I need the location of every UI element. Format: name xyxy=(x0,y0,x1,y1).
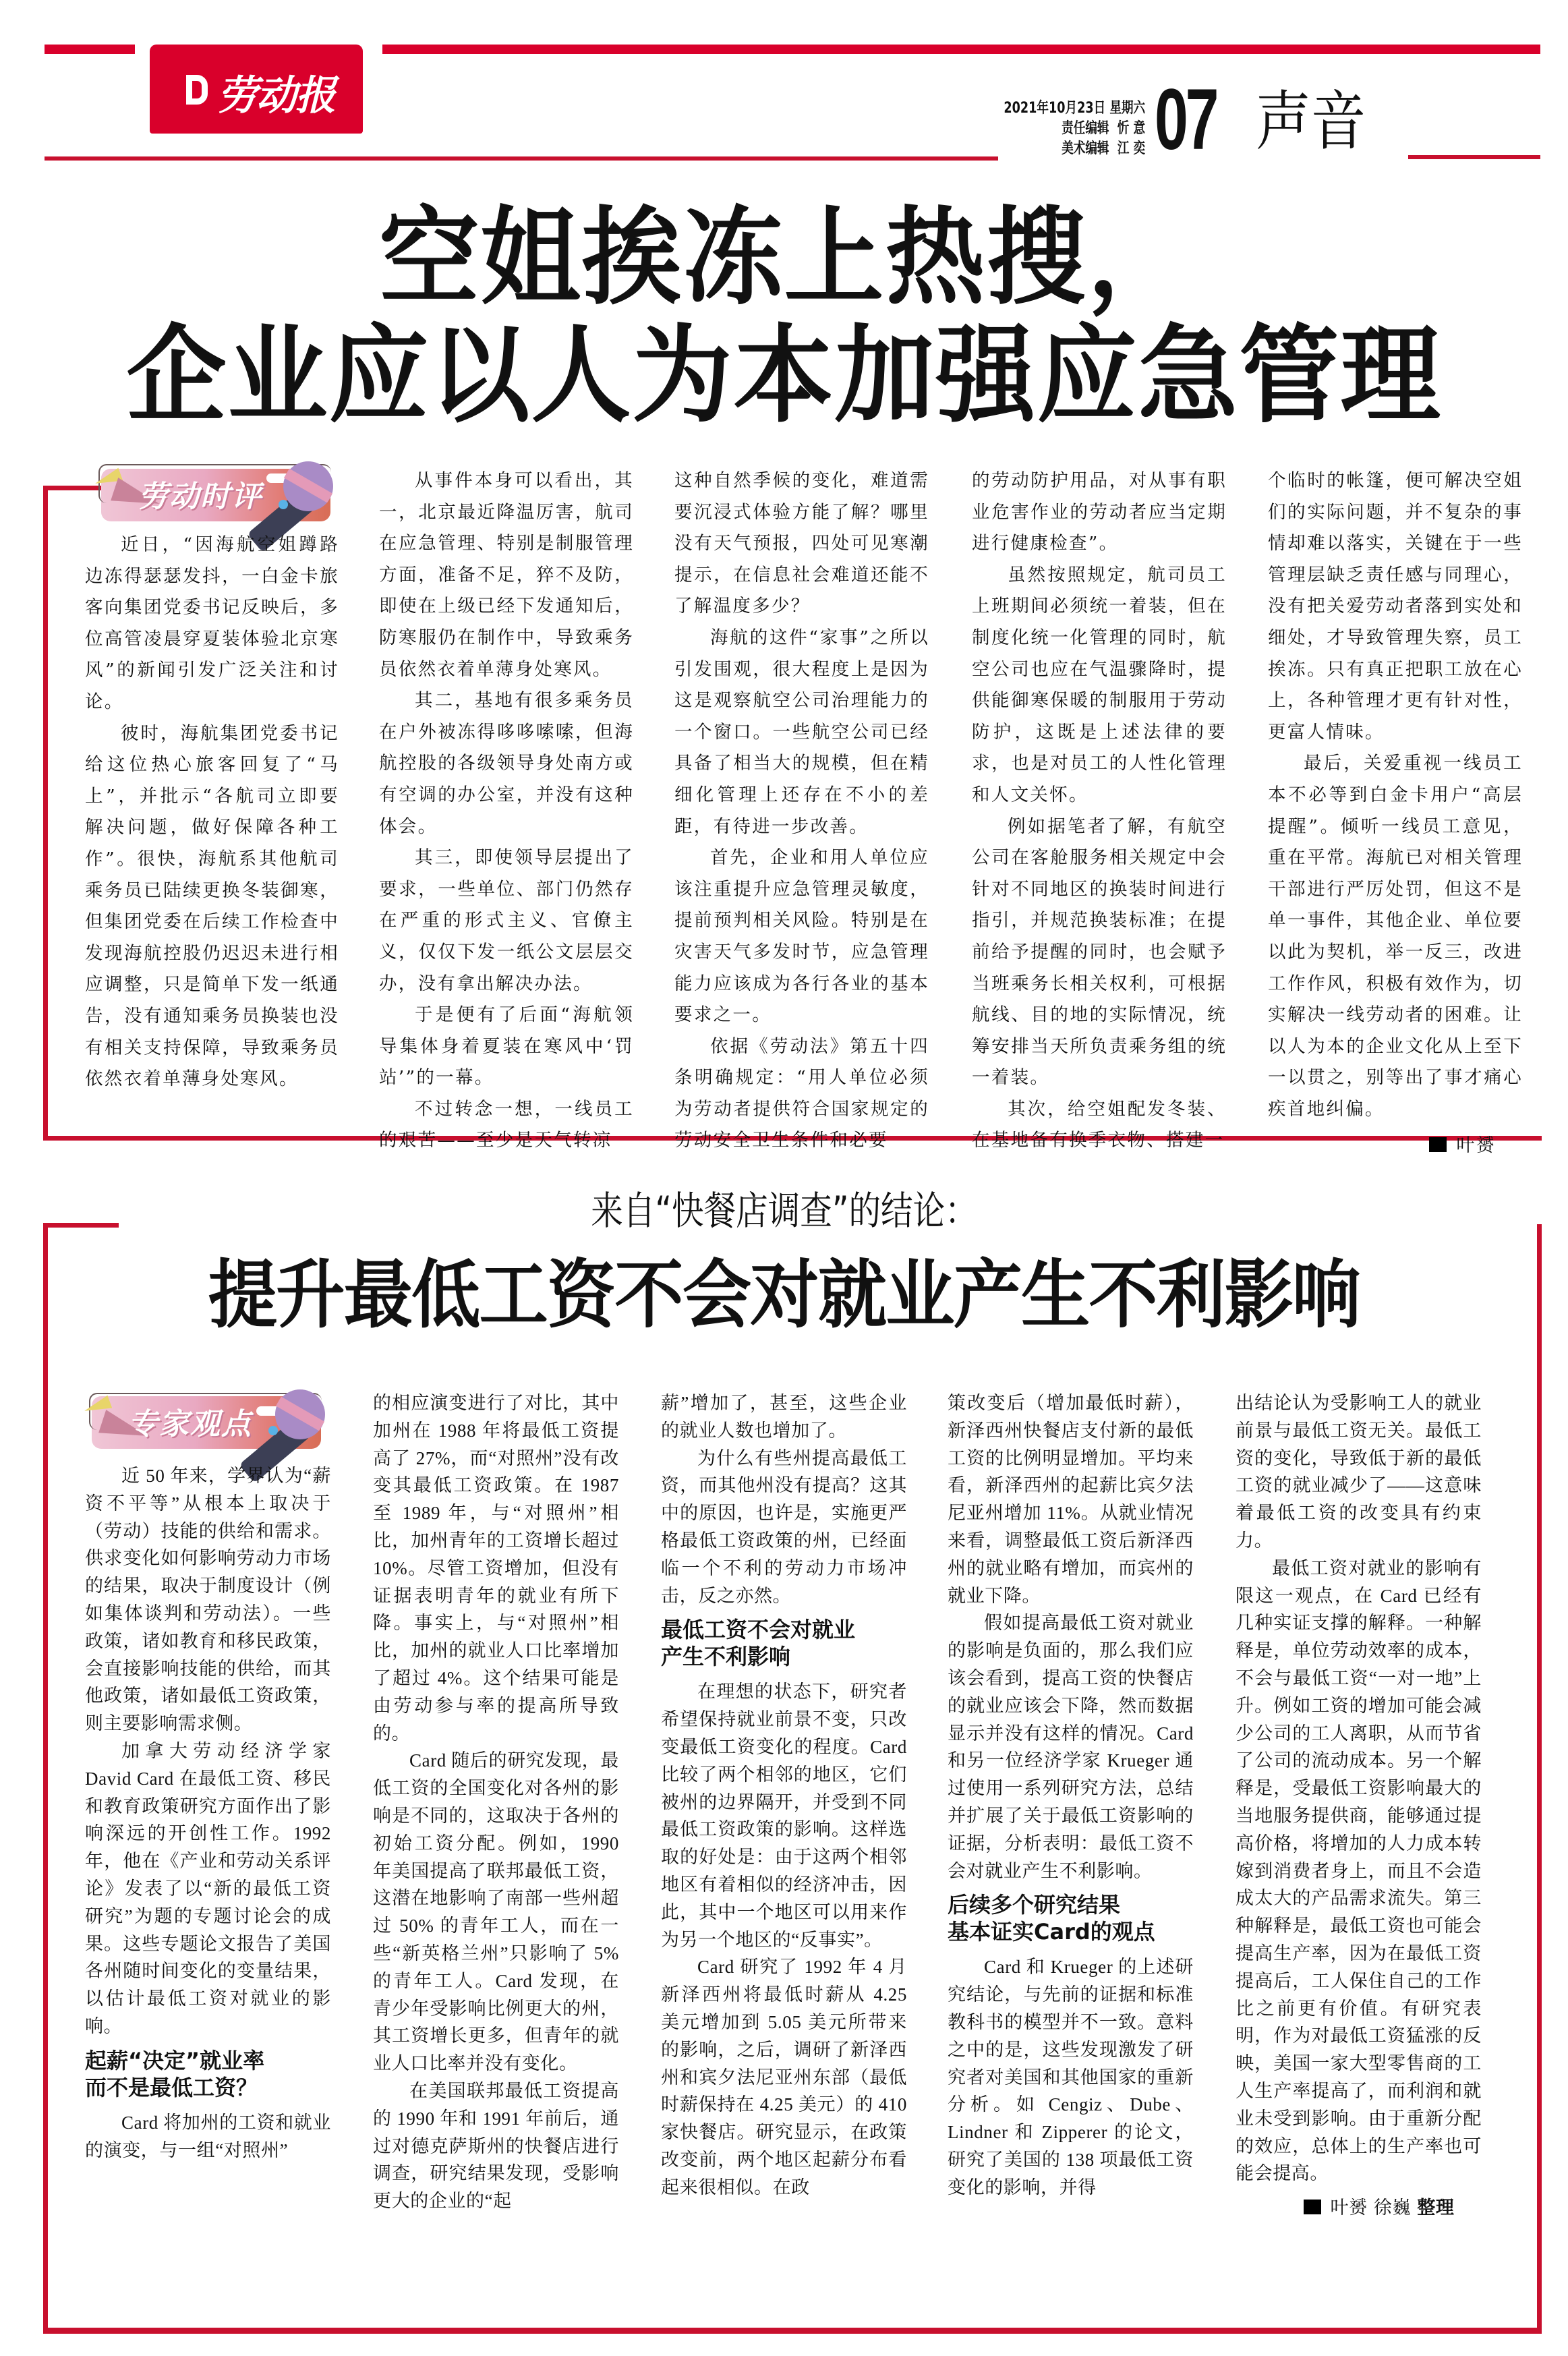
paragraph: 近 50 年来，学界认为“薪资不平等”从根本上取决于（劳动）技能的供给和需求。供求变化如何影响劳动力市场的结果，取决于制度设计（例如集体谈判和劳动法）。一些政策，诸如教育和移民政策，会直接影响技能的供给，而其他政策，诸如最低工资政策，则主要影响需求侧。 xyxy=(85,1466,331,1734)
paragraph: 这种自然季候的变化，难道需要沉浸式体验方能了解？哪里没有天气预报，四处可见寒潮提示，在信息社会难道还能不了解温度多少？ xyxy=(674,470,929,617)
article2-column-1 xyxy=(85,1462,331,2164)
subhead-line: 最低工资不会对就业 xyxy=(661,1617,856,1643)
article1-headline xyxy=(40,196,1528,438)
paragraph: 于是便有了后面“海航领导集体身着夏装在寒风中‘罚站’”的一幕。 xyxy=(379,1004,634,1089)
section-title: 声音 xyxy=(1256,84,1366,159)
article2-column-5 xyxy=(1236,1389,1482,2224)
paragraph: 从事件本身可以看出，其一，北京最近降温厉害，航司在应急管理、特别是制服管理方面，准备不足，猝不及防，即使在上级已经下发通知后，防寒服仍在制作中，导致乘务员依然衣着单薄身处寒风。 xyxy=(379,470,634,680)
editor-line xyxy=(1004,119,1145,139)
editor-name: 忻 意 xyxy=(1117,120,1145,137)
subhead-line: 基本证实Card的观点 xyxy=(948,1919,1155,1945)
masthead-rule-left xyxy=(45,45,135,54)
page-meta xyxy=(1004,98,1145,159)
masthead-underline-right xyxy=(1408,155,1540,159)
art-editor-name: 江 奕 xyxy=(1117,140,1145,157)
article2-column-3 xyxy=(661,1389,907,2202)
paragraph: Card 和 Krueger 的上述研究结论，与先前的证据和标准教科书的模型并不一致。意料之中的是，这些发现激发了研究者对美国和其他国家的重新分析。如 Cengiz、Dube、Lindner 和 Zipperer 的论文，研究了美国的 138 项最低工资变化的影响，并得 xyxy=(948,1957,1194,2197)
article1-column-4 xyxy=(972,465,1227,1157)
paragraph: 其三，即使领导层提出了要求，一些单位、部门仍然存在严重的形式主义、官僚主义，仅仅下发一纸公文层层交办，没有拿出解决办法。 xyxy=(379,847,634,994)
article2-column-2 xyxy=(373,1389,619,2215)
paragraph: 在理想的状态下，研究者希望保持就业前景不变，只改变最低工资变化的程度。Card 比较了两个相邻的地区，它们被州的边界隔开，并受到不同最低工资政策的影响。这样选取的好处是：由于这两个相邻地区有着相似的经济冲击，因此，其中一个地区可以用来作为另一个地区的“反事实”。 xyxy=(661,1682,907,1950)
article2-byline xyxy=(1236,2193,1482,2224)
paragraph: 薪”增加了，甚至，这些企业的就业人数也增加了。 xyxy=(661,1393,907,1441)
masthead-rule-right xyxy=(382,45,1540,54)
newspaper-name: 劳动报 xyxy=(217,72,335,119)
newspaper-logo xyxy=(150,45,363,134)
article1-headline-line1: 空姐挨冻上热搜， xyxy=(379,196,1189,320)
paragraph: 最后，关爱重视一线员工本不必等到白金卡用户“高层提醒”。倾听一线员工意见，重在平常。海航已对相关管理干部进行严厉处罚，但这不是单一事件，其他企业、单位要以此为契机，举一反三，改进工作作风，积极有效作为，切实解决一线劳动者的困难。让以人为本的企业文化从上至下一以贯之，别等出了事才痛心疾首地纠偏。 xyxy=(1268,753,1523,1120)
paragraph: 虽然按照规定，航司员工上班期间必须统一着装，但在制度化统一化管理的同时，航空公司也应在气温骤降时，提供能御寒保暖的制服用于劳动防护，这既是上述法律的要求，也是对员工的人性化管理和人文关怀。 xyxy=(972,564,1227,805)
subhead-follow-up-studies xyxy=(948,1891,1194,1945)
paragraph: 近日，“因海航空姐蹲路边冻得瑟瑟发抖，一白金卡旅客向集团党委书记反映后，多位高管凌晨穿夏装体验北京寒风”的新闻引发广泛关注和讨论。 xyxy=(85,534,339,712)
paragraph: 为什么有些州提高最低工资，而其他州没有提高？这其中的原因，也许是，实施更严格最低工资政策的州，已经面临一个不利的劳动力市场冲击，反之亦然。 xyxy=(661,1447,907,1606)
byline-square-icon xyxy=(1304,2200,1321,2214)
paragraph: 个临时的帐篷，便可解决空姐们的实际问题，并不复杂的事情却难以落实，关键在于一些管理层缺乏责任感与同理心，没有把关爱劳动者落到实处和细处，才导致管理失察，员工挨冻。只有真正把职工放在心上，各种管理才更有针对性，更富人情味。 xyxy=(1268,470,1523,743)
art-editor-label: 美术编辑 xyxy=(1061,140,1109,157)
article1-column-3 xyxy=(674,465,929,1157)
subhead-starting-salary xyxy=(85,2047,331,2101)
paragraph: Card 研究了 1992 年 4 月新泽西州将最低时薪从 4.25 美元增加到 5.05 美元所带来的影响，之后，调研了新泽西州和宾夕法尼亚州东部（最低时薪保持在 4.25 美元）的 410 家快餐店。研究显示，在政策改变前，两个地区起薪分布看起来很相似。在政 xyxy=(661,1957,907,2197)
article1-column-2 xyxy=(379,465,634,1157)
paragraph: 策改变后（增加最低时薪），新泽西州快餐店支付新的最低工资的比例明显增加。平均来看，新泽西州的起薪比宾夕法尼亚州增加 11%。从就业情况来看，调整最低工资后新泽西州的就业略有增加，而宾州的就业下降。 xyxy=(948,1393,1194,1606)
byline-role: 整理 xyxy=(1417,2197,1455,2219)
paragraph: 假如提高最低工资对就业的影响是负面的，那么我们应该会看到，提高工资的快餐店的就业应该会下降，然而数据显示并没有这样的情况。Card 和另一位经济学家 Krueger 通过使用一系列研究方法，总结并扩展了关于最低工资影响的证据，分析表明：最低工资不会对就业产生不利影响。 xyxy=(948,1613,1194,1881)
article1-column-5 xyxy=(1268,465,1523,1161)
paragraph: 的相应演变进行了对比，其中加州在 1988 年将最低工资提高了 27%，而“对照州”没有改变其最低工资政策。在 1987 至 1989 年，与“对照州”相比，加州青年的工资增长超过 10%。尽管工资增加，但没有证据表明青年的就业有所下降。事实上，与“对照州”相比，加州的就业人口比率增加了超过 4%。这个结果可能是由劳动参与率的提高所导致的。 xyxy=(373,1393,619,1744)
art-editor-line xyxy=(1004,139,1145,159)
paragraph: 在美国联邦最低工资提高的 1990 年和 1991 年前后，通过对德克萨斯州的快餐店进行调查，研究结果发现，受影响更大的企业的“起 xyxy=(373,2080,619,2212)
byline-square-icon xyxy=(1429,1137,1447,1152)
paragraph: 其二，基地有很多乘务员在户外被冻得哆哆嗦嗦，但海航控股的各级领导身处南方或有空调的办公室，并没有这种体会。 xyxy=(379,690,634,837)
microphone-button xyxy=(268,1426,278,1435)
badge-label: 劳动时评 xyxy=(138,480,262,514)
article2-column-4 xyxy=(948,1389,1194,2202)
article2-kicker: 来自“快餐店调查”的结论： xyxy=(591,1188,977,1234)
editor-label: 责任编辑 xyxy=(1061,120,1109,137)
issue-date: 2021年10月23日 星期六 xyxy=(1004,100,1145,117)
subhead-line: 后续多个研究结果 xyxy=(948,1892,1121,1918)
paragraph: 依据《劳动法》第五十四条明确规定：“用人单位必须为劳动者提供符合国家规定的劳动安全卫生条件和必要 xyxy=(674,1035,929,1151)
paragraph: Card 随后的研究发现，最低工资的全国变化对各州的影响是不同的，这取决于各州的初始工资分配。例如，1990 年美国提高了联邦最低工资，这潜在地影响了南部一些州超过 50% 的青年工人，而在一些“新英格兰州”只影响了 5% 的青年工人。Card 发现，在青少年受影响比例更大的州，其工资增长更多，但青年的就业人口比率并没有变化。 xyxy=(373,1750,619,2074)
paragraph: Card 将加州的工资和就业的演变，与一组“对照州” xyxy=(85,2112,331,2160)
page-number: 07 xyxy=(1155,71,1217,168)
paragraph: 不过转念一想，一线员工的艰苦——至少是天气转凉 xyxy=(379,1098,634,1151)
microphone-button xyxy=(279,500,288,509)
subhead-line: 产生不利影响 xyxy=(661,1644,791,1670)
byline-authors: 叶赟 徐巍 xyxy=(1330,2197,1412,2219)
logo-mark-icon xyxy=(186,75,208,105)
paragraph: 海航的这件“家事”之所以引发围观，很大程度上是因为这是观察航空公司治理能力的一个窗口。一些航空公司已经具备了相当大的规模，但在精细化管理上还存在不小的差距，有待进一步改善。 xyxy=(674,627,929,837)
byline-author: 叶赟 xyxy=(1456,1135,1496,1157)
subhead-line: 而不是最低工资？ xyxy=(85,2074,258,2100)
paragraph: 的劳动防护用品，对从事有职业危害作业的劳动者应当定期进行健康检查”。 xyxy=(972,470,1227,554)
article2-frame-top xyxy=(43,1223,119,1228)
masthead-underline-left xyxy=(45,156,998,161)
paragraph: 出结论认为受影响工人的就业前景与最低工资无关。最低工资的变化，导致低于新的最低工资的就业减少了——这意味着最低工资的改变具有约束力。 xyxy=(1236,1393,1482,1551)
subhead-line: 起薪“决定”就业率 xyxy=(85,2047,265,2073)
subhead-no-adverse-effect xyxy=(661,1616,907,1670)
paragraph: 其次，给空姐配发冬装、在基地备有换季衣物、搭建一 xyxy=(972,1098,1227,1151)
paragraph: 加拿大劳动经济学家 David Card 在最低工资、移民和教育政策研究方面作出了影响深远的开创性工作。1992 年，他在《产业和劳动关系评论》发表了以“新的最低工资研究”为题的专题讨论会的成果。这些专题论文报告了美国各州随时间变化的变量结果，以估计最低工资对就业的影响。 xyxy=(85,1740,331,2036)
article1-byline xyxy=(1268,1130,1523,1161)
paragraph: 例如据笔者了解，有航空公司在客舱服务相关规定中会针对不同地区的换装时间进行指引，并规范换装标准；在提前给予提醒的同时，也会赋予当班乘务长相关权利，可根据航线、目的地的实际情况，统筹安排当天所负责乘务组的统一着装。 xyxy=(972,815,1227,1089)
article1-column-1 xyxy=(85,529,339,1095)
paragraph: 彼时，海航集团党委书记给这位热心旅客回复了“马上”，并批示“各航司立即要解决问题，做好保障各种工作”。很快，海航系其他航司乘务员已陆续更换冬装御寒，但集团党委在后续工作检查中发现海航控股仍迟迟未进行相应调整，只是简单下发一纸通告，没有通知乘务员换装也没有相关支持保障，导致乘务员依然衣着单薄身处寒风。 xyxy=(85,722,339,1090)
article2-headline: 提升最低工资不会对就业产生不利影响 xyxy=(208,1252,1360,1338)
badge-label: 专家观点 xyxy=(128,1407,252,1441)
paragraph: 首先，企业和用人单位应该注重提升应急管理灵敏度，提前预判相关风险。特别是在灾害天气多发时节，应急管理能力应该成为各行各业的基本要求之一。 xyxy=(674,847,929,1026)
paragraph: 最低工资对就业的影响有限这一观点，在 Card 已经有几种实证支撑的解释。一种解释是，单位劳动效率的成本，不会与最低工资“一对一地”上升。例如工资的增加可能会减少公司的工人离职，从而节省了公司的流动成本。另一个解释是，受最低工资影响最大的当地服务提供商，能够通过提高价格，将增加的人力成本转嫁到消费者身上，而且不会造成太大的产品需求流失。第三种解释是，最低工资也可能会提高生产率，因为在最低工资提高后，工人保住自己的工作比之前更有价值。有研究表明，作为对最低工资猛涨的反映，美国一家大型零售商的工人生产率提高了，而利润和就业未受到影响。由于重新分配的效应，总体上的生产率也可能会提高。 xyxy=(1236,1557,1482,2184)
article1-headline-line2: 企业应以人为本加强应急管理 xyxy=(126,314,1442,438)
